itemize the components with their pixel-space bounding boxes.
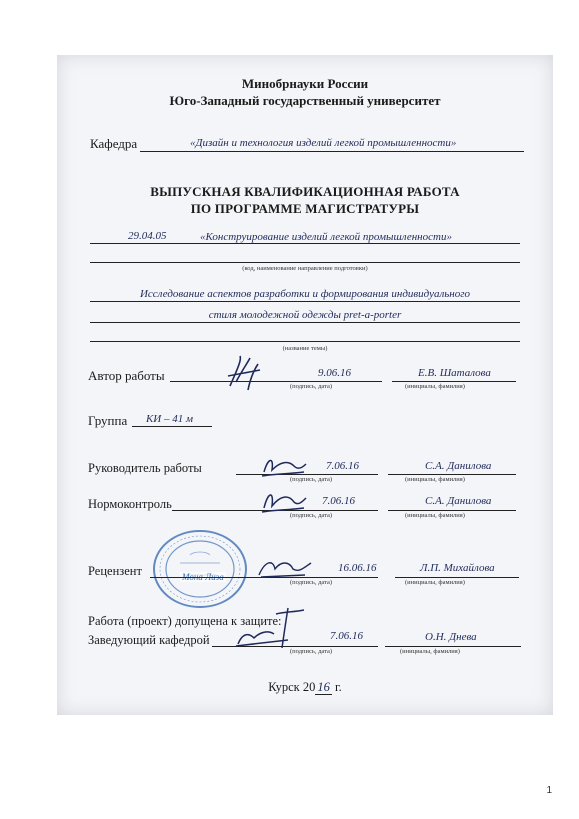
author-signature: [220, 352, 270, 394]
author-name: Е.В. Шаталова: [418, 367, 491, 379]
reviewer-sig-caption: (подпись, дата): [290, 579, 333, 586]
normcontrol-signature: [258, 486, 308, 518]
normcontrol-name-caption: (инициалы, фамилия): [405, 512, 465, 519]
normcontrol-date: 7.06.16: [322, 495, 355, 507]
topic-line1: Исследование аспектов разработки и формирования индивидуального: [139, 288, 471, 300]
head-name: О.Н. Днева: [425, 631, 477, 643]
head-label: Заведующий кафедрой: [88, 633, 210, 647]
work-title-line2: ПО ПРОГРАММЕ МАГИСТРАТУРЫ: [190, 201, 420, 216]
round-stamp: [150, 525, 250, 611]
normcontrol-name: С.А. Данилова: [425, 495, 492, 507]
direction-caption: (код, наименование направление подготовки): [242, 265, 368, 272]
head-name-line: [385, 646, 521, 647]
topic-caption: (название темы): [282, 345, 328, 352]
work-title-line1: ВЫПУСКНАЯ КВАЛИФИКАЦИОННАЯ РАБОТА: [150, 184, 460, 199]
normcontrol-sig-caption: (подпись, дата): [290, 512, 333, 519]
year-suffix: 16: [317, 680, 330, 694]
department-value: «Дизайн и технология изделий легкой промышленности»: [190, 137, 457, 149]
reviewer-signature: [255, 553, 315, 583]
topic-underline-3: [90, 341, 520, 342]
direction-code: 29.04.05: [128, 230, 167, 242]
topic-underline-1: [90, 301, 520, 302]
head-sig-caption: (подпись, дата): [290, 648, 333, 655]
reviewer-name-line: [395, 577, 519, 578]
topic-line2: стиля молодежной одежды pret-a-porter: [208, 309, 402, 321]
page-number: 1: [546, 785, 552, 796]
author-sig-caption: (подпись, дата): [290, 383, 333, 390]
head-signature: [228, 604, 318, 654]
supervisor-name: С.А. Данилова: [425, 460, 492, 472]
stamp-text: Мона Лиза: [182, 572, 224, 582]
reviewer-label: Рецензент: [88, 564, 142, 578]
topic-underline-2: [90, 322, 520, 323]
head-name-caption: (инициалы, фамилия): [400, 648, 460, 655]
author-date: 9.06.16: [318, 367, 351, 379]
direction-name: «Конструирование изделий легкой промышленности»: [200, 231, 452, 243]
reviewer-date: 16.06.16: [338, 562, 377, 574]
author-name-line: [392, 381, 516, 382]
reviewer-name-caption: (инициалы, фамилия): [405, 579, 465, 586]
department-label: Кафедра: [90, 136, 138, 151]
ministry-name: Минобрнауки России: [241, 76, 369, 91]
normcontrol-name-line: [388, 510, 516, 511]
group-value: КИ – 41 м: [146, 413, 194, 425]
direction-underline-2: [90, 262, 520, 263]
author-sign-line: [170, 381, 382, 382]
department-underline: [140, 151, 524, 152]
supervisor-date: 7.06.16: [326, 460, 359, 472]
author-name-caption: (инициалы, фамилия): [405, 383, 465, 390]
reviewer-name: Л.П. Михайлова: [420, 562, 495, 574]
group-label: Группа: [88, 413, 128, 428]
author-label: Автор работы: [88, 368, 165, 383]
supervisor-label: Руководитель работы: [88, 461, 202, 475]
supervisor-signature: [258, 452, 308, 482]
city-year-prefix: Курск 20: [268, 680, 316, 694]
group-underline: [132, 426, 212, 427]
university-name: Юго-Западный государственный университет: [169, 93, 441, 108]
supervisor-sig-caption: (подпись, дата): [290, 476, 333, 483]
supervisor-name-caption: (инициалы, фамилия): [405, 476, 465, 483]
admission-text: Работа (проект) допущена к защите:: [88, 614, 282, 628]
supervisor-name-line: [388, 474, 516, 475]
head-date: 7.06.16: [330, 630, 363, 642]
city-year: [57, 680, 553, 695]
normcontrol-label: Нормоконтроль: [88, 497, 172, 511]
year-end: г.: [331, 680, 342, 694]
direction-underline: [90, 243, 520, 244]
